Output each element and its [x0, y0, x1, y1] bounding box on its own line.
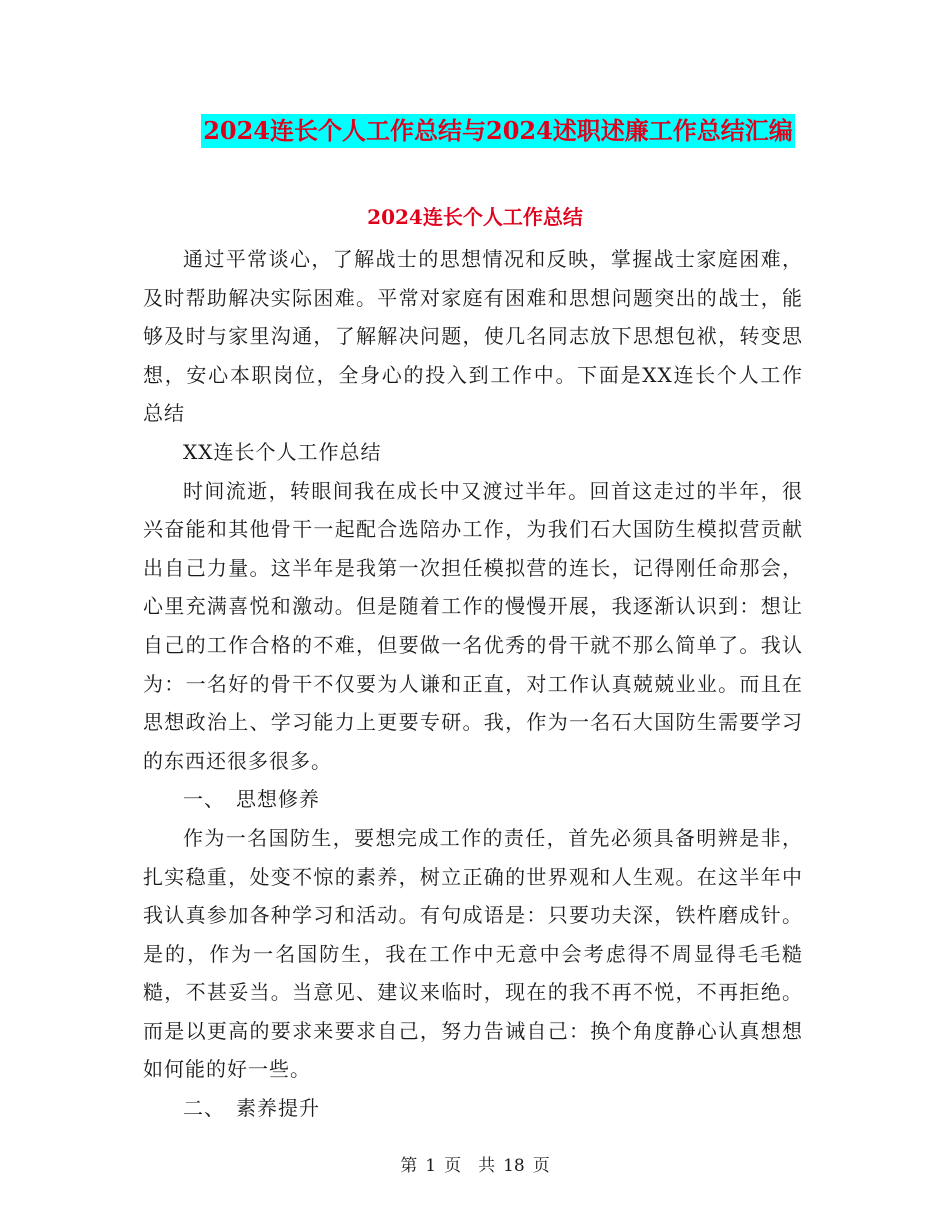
section-heading-2: 二、 素养提升: [183, 1096, 320, 1121]
footer-prefix: 第: [400, 1156, 418, 1176]
section-title: 2024连长个人工作总结: [367, 205, 583, 229]
paragraph-main: 时间流逝，转眼间我在成长中又渡过半年。回首这走过的半年，很兴奋能和其他骨干一起配合选陪办工作，为我们石大国防生模拟营贡献出自己力量。这半年是我第一次担任模拟营的连长，记得刚任命那会，心里充满喜悦和激动。但是随着工作的慢慢开展，我逐渐认识到：想让自己的工作合格的不难，但要做一名优秀的骨干就不那么简单了。我认为：一名好的骨干不仅要为人谦和正直，对工作认真兢兢业业。而且在思想政治上、学习能力上更要专研。我，作为一名石大国防生需要学习的东西还很多很多。: [143, 478, 803, 773]
paragraph-section-1: 作为一名国防生，要想完成工作的责任，首先必须具备明辨是非，扎实稳重，处变不惊的素养，树立正确的世界观和人生观。在这半年中我认真参加各种学习和活动。有句成语是：只要功夫深，铁杵磨成针。是的，作为一名国防生，我在工作中无意中会考虑得不周显得毛毛糙糙，不甚妥当。当意见、建议来临时，现在的我不再不悦，不再拒绝。而是以更高的要求来要求自己，努力告诫自己：换个角度静心认真想想如何能的好一些。: [143, 825, 803, 1082]
footer-total-pages: 18: [503, 1156, 525, 1176]
footer-page-number: 1: [425, 1156, 437, 1176]
page-footer: [0, 1154, 950, 1178]
paragraph-heading: XX连长个人工作总结: [183, 439, 382, 464]
main-title: 2024连长个人工作总结与2024述职述廉工作总结汇编: [201, 114, 795, 148]
footer-middle: 页 共: [444, 1156, 496, 1176]
paragraph-intro: 通过平常谈心，了解战士的思想情况和反映，掌握战士家庭困难，及时帮助解决实际困难。平常对家庭有困难和思想问题突出的战士，能够及时与家里沟通，了解解决问题，使几名同志放下思想包袱，转变思想，安心本职岗位，全身心的投入到工作中。下面是XX连长个人工作总结: [143, 247, 803, 426]
main-title-wrapper: [0, 114, 950, 148]
section-heading-1: 一、 思想修养: [183, 787, 320, 812]
footer-suffix: 页: [532, 1156, 550, 1176]
body-text: [143, 240, 803, 1128]
